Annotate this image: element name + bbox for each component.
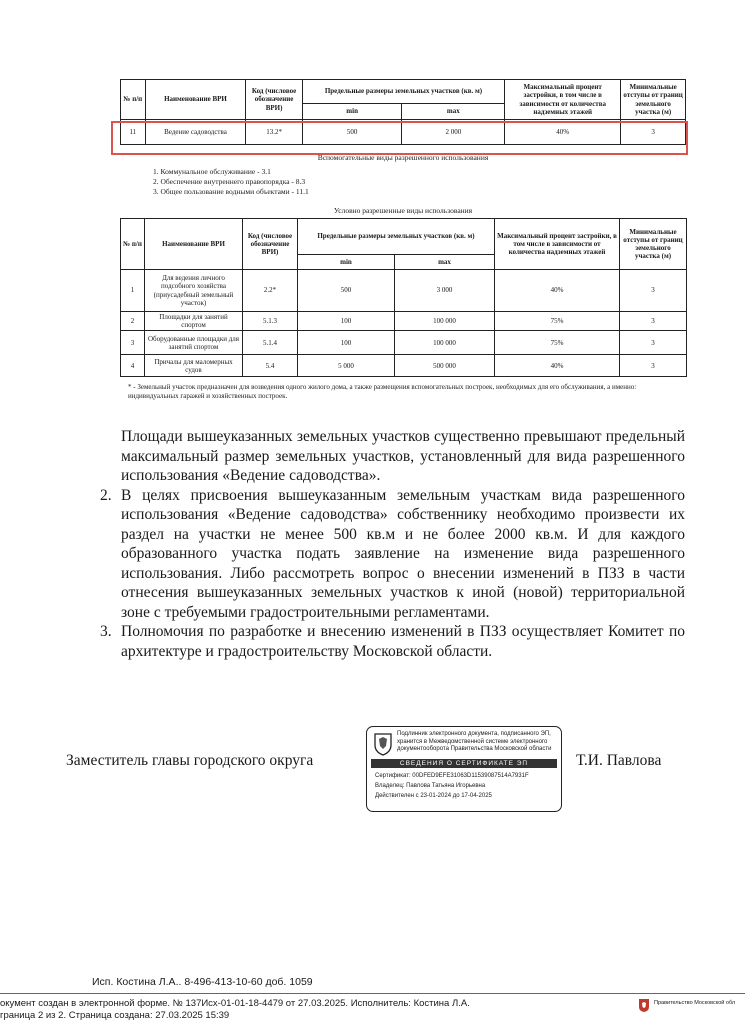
header-num: № п/п — [121, 80, 146, 120]
cell-name: Причалы для маломерных судов — [145, 355, 243, 377]
cell-setback: 3 — [620, 270, 687, 312]
cell-max: 100 000 — [395, 331, 495, 355]
header-name: Наименование ВРИ — [145, 219, 243, 270]
header-max: max — [402, 104, 505, 120]
conditional-use-table — [120, 218, 687, 377]
cell-name: Оборудованные площадки для занятий спортом — [145, 331, 243, 355]
cell-percent: 40% — [495, 355, 620, 377]
cell-max: 3 000 — [395, 270, 495, 312]
footer-line-2: граница 2 из 2. Страница создана: 27.03.2025 15:39 — [0, 1010, 230, 1021]
cell-max: 500 000 — [395, 355, 495, 377]
stamp-header: Подлинник электронного документа, подписанного ЭП, хранится в Межведомственной системе электронного документооборота Правительства Московской области — [397, 731, 552, 752]
cell-setback: 3 — [620, 355, 687, 377]
cell-code: 2.2* — [243, 270, 298, 312]
cell-min: 500 — [298, 270, 395, 312]
list-item: 2. Обеспечение внутреннего правопорядка - 8.3 — [153, 177, 306, 186]
cell-percent: 75% — [495, 312, 620, 331]
stamp-bar: СВЕДЕНИЯ О СЕРТИФИКАТЕ ЭП — [371, 759, 557, 768]
item-number-2: 2. — [100, 486, 112, 504]
table-row — [121, 270, 687, 312]
header-percent: Максимальный процент застройки, в том числе в зависимости от количества надземных этажей — [495, 219, 620, 270]
footer-line-1: окумент создан в электронной форме. № 137Исх-01-01-18-4479 от 27.03.2025. Исполнитель: Костина Л.А. — [0, 998, 470, 1009]
cell-min: 100 — [298, 331, 395, 355]
footnote: * - Земельный участок предназначен для возведения одного жилого дома, а также размещения вспомогательных построек, необходимых для его обслуживания, а именно: индивидуальных гаражей и хозяйственных построек. — [128, 383, 637, 400]
cell-setback: 3 — [621, 120, 686, 145]
header-sizes: Предельные размеры земельных участков (кв. м) — [302, 80, 504, 104]
header-percent: Максимальный процент застройки, в том числе в зависимости от количества надземных этажей — [505, 80, 621, 120]
footer-divider — [0, 993, 745, 994]
logo-text: Правительство Московской обл — [654, 1000, 736, 1006]
cell-num: 11 — [121, 120, 146, 145]
list-item: 3. Общее пользование водными объектами - 11.1 — [153, 187, 309, 196]
header-setback: Минимальные отступы от границ земельного участка (м) — [621, 80, 686, 120]
cell-num: 4 — [121, 355, 145, 377]
header-max: max — [395, 255, 495, 270]
aux-caption: Вспомогательные виды разрешенного использования — [317, 153, 489, 162]
cell-code: 5.1.4 — [243, 331, 298, 355]
paragraph-3: Полномочия по разработке и внесению изменений в ПЗЗ осуществляет Комитет по архитектуре и градостроительству Московской области. — [121, 623, 685, 660]
body-text — [100, 427, 685, 661]
cell-num: 2 — [121, 312, 145, 331]
cell-code: 5.4 — [243, 355, 298, 377]
cell-setback: 3 — [620, 312, 687, 331]
table-row — [121, 331, 687, 355]
header-sizes: Предельные размеры земельных участков (кв. м) — [298, 219, 495, 255]
executor-info: Исп. Костина Л.А.. 8-496-413-10-60 доб. 1059 — [92, 976, 313, 988]
cell-min: 500 — [302, 120, 402, 145]
paragraph-1: Площади вышеуказанных земельных участков существенно превышают предельный максимальный размер земельных участков, установленный для вида разрешенного использования «Ведение садоводства». — [121, 428, 685, 484]
cell-code: 13.2* — [246, 120, 303, 145]
header-code: Код (числовое обозначение ВРИ) — [246, 80, 303, 120]
footer-meta — [0, 998, 620, 1022]
cell-max: 2 000 — [402, 120, 505, 145]
paragraph-2: В целях присвоения вышеуказанным земельным участкам вида разрешенного использования «Ведение садоводства» собственнику необходимо произвести их раздел на участки не менее 500 кв.м и не более 2000 кв.м. И для каждого образованного участка подать заявление на изменение вида разрешенного использования. Либо рассмотреть вопрос о внесении изменений в ПЗЗ в части отнесения вышеуказанных земельных участков к иной (новой) территориальной зоне с требуемыми градостроительными регламентами. — [121, 486, 685, 621]
cell-max: 100 000 — [395, 312, 495, 331]
list-item: 1. Коммунальное обслуживание - 3.1 — [153, 167, 271, 176]
signature-stamp — [366, 726, 562, 812]
coat-of-arms-icon — [373, 732, 393, 756]
header-name: Наименование ВРИ — [145, 80, 246, 120]
cell-num: 1 — [121, 270, 145, 312]
cell-min: 100 — [298, 312, 395, 331]
cell-percent: 75% — [495, 331, 620, 355]
highlight-frame — [111, 121, 688, 155]
stamp-valid: Действителен с 23-01-2024 до 17-04-2025 — [375, 793, 492, 799]
cell-code: 5.1.3 — [243, 312, 298, 331]
signer-position: Заместитель главы городского округа — [66, 752, 314, 769]
cell-percent: 40% — [505, 120, 621, 145]
signer-name: Т.И. Павлова — [576, 752, 662, 769]
header-min: min — [302, 104, 402, 120]
cell-name: Для ведения личного подсобного хозяйства (приусадебный земельный участок) — [145, 270, 243, 312]
cell-num: 3 — [121, 331, 145, 355]
stamp-owner: Владелец: Павлова Татьяна Игорьевна — [375, 783, 486, 789]
cell-percent: 40% — [495, 270, 620, 312]
cell-name: Площадки для занятий спортом — [145, 312, 243, 331]
cell-name: Ведение садоводства — [145, 120, 246, 145]
stamp-cert: Сертификат: 00DFED9EFE31063D11539087514A7931F — [375, 773, 529, 779]
header-setback: Минимальные отступы от границ земельного участка (м) — [620, 219, 687, 270]
header-code: Код (числовое обозначение ВРИ) — [243, 219, 298, 270]
item-number-3: 3. — [100, 623, 112, 640]
cell-setback: 3 — [620, 331, 687, 355]
conditional-caption: Условно разрешенные виды использования — [333, 206, 473, 215]
header-num: № п/п — [121, 219, 145, 270]
table-row — [121, 355, 687, 377]
cell-min: 5 000 — [298, 355, 395, 377]
aux-list — [153, 167, 309, 197]
table-row — [121, 312, 687, 331]
header-min: min — [298, 255, 395, 270]
government-logo-icon — [638, 998, 650, 1013]
